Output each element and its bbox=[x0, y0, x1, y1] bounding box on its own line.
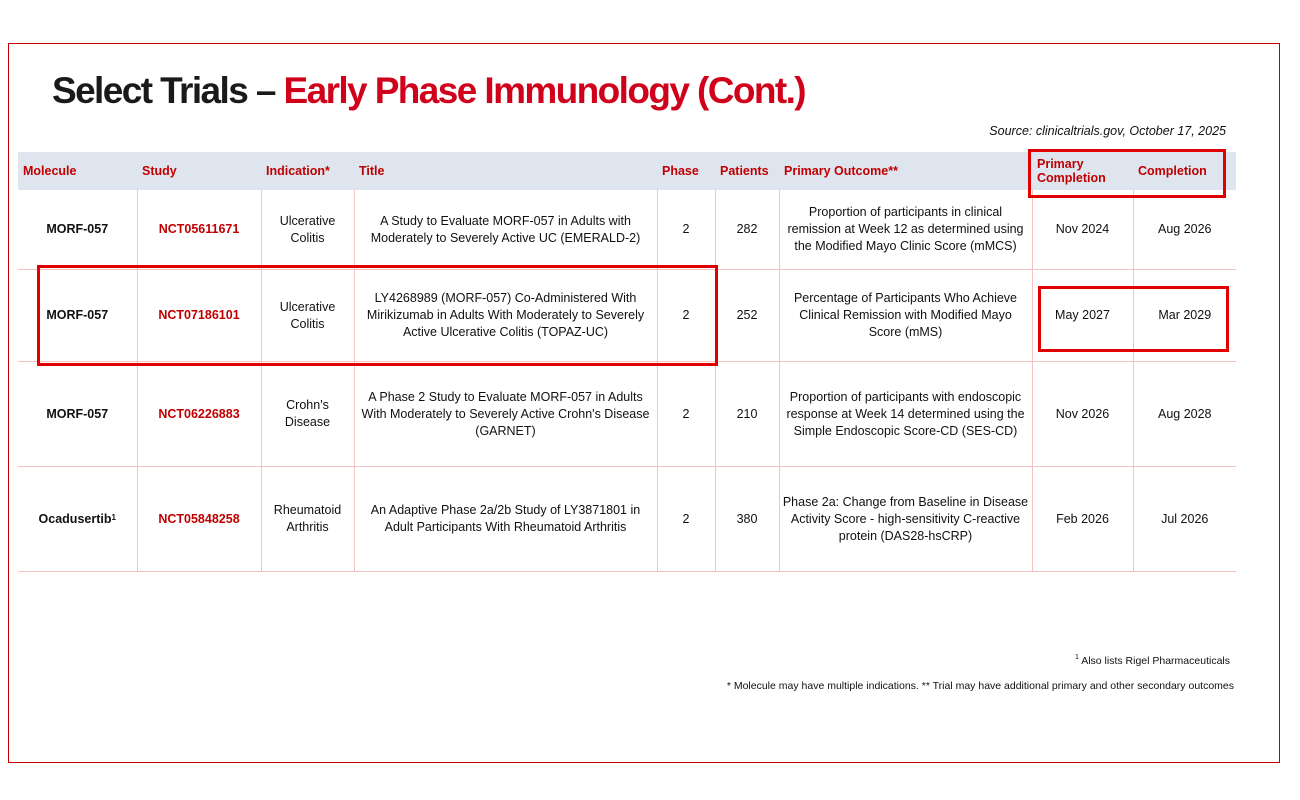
cell-molecule: MORF-057 bbox=[18, 362, 137, 467]
cell-outcome: Proportion of participants in clinical remission at Week 12 as determined using the Modified Mayo Clinic Score (mMCS) bbox=[779, 190, 1032, 270]
cell-outcome: Proportion of participants with endoscopic response at Week 14 determined using the Simple Endoscopic Score-CD (SES-CD) bbox=[779, 362, 1032, 467]
cell-indication: Crohn's Disease bbox=[261, 362, 354, 467]
page-title bbox=[52, 70, 805, 112]
cell-primary-completion: Nov 2026 bbox=[1032, 362, 1133, 467]
cell-primary-completion: Feb 2026 bbox=[1032, 467, 1133, 572]
footnote-1-marker: 1 bbox=[1074, 654, 1079, 661]
cell-patients: 252 bbox=[715, 270, 779, 362]
cell-study-link[interactable]: NCT05611671 bbox=[137, 190, 261, 270]
cell-study-link[interactable]: NCT06226883 bbox=[137, 362, 261, 467]
col-header-patients: Patients bbox=[715, 152, 779, 190]
cell-molecule: Ocadusertib$^1$ bbox=[18, 467, 137, 572]
col-header-title: Title bbox=[354, 152, 657, 190]
col-header-completion: Completion bbox=[1133, 152, 1236, 190]
cell-primary-completion: May 2027 bbox=[1032, 270, 1133, 362]
trials-table bbox=[18, 152, 1236, 572]
cell-phase: 2 bbox=[657, 362, 715, 467]
footnote-1-text: Also lists Rigel Pharmaceuticals bbox=[1081, 655, 1230, 667]
cell-indication: Ulcerative Colitis bbox=[261, 270, 354, 362]
cell-indication: Ulcerative Colitis bbox=[261, 190, 354, 270]
footnote-marker: 1 bbox=[111, 512, 116, 522]
table-row bbox=[18, 362, 1236, 467]
col-header-primary-completion-line2: Completion bbox=[1037, 171, 1106, 185]
footnote-indications: * Molecule may have multiple indications. ** Trial may have additional primary and other secondary outcomes bbox=[726, 680, 1234, 692]
table-header-row bbox=[18, 152, 1236, 190]
cell-primary-completion: Nov 2024 bbox=[1032, 190, 1133, 270]
cell-completion: Aug 2028 bbox=[1133, 362, 1236, 467]
col-header-study: Study bbox=[137, 152, 261, 190]
cell-study-link[interactable]: NCT07186101 bbox=[137, 270, 261, 362]
col-header-molecule: Molecule bbox=[18, 152, 137, 190]
cell-title: A Study to Evaluate MORF-057 in Adults with Moderately to Severely Active UC (EMERALD-2) bbox=[354, 190, 657, 270]
title-highlight: Early Phase Immunology (Cont.) bbox=[283, 70, 805, 111]
cell-molecule: MORF-057 bbox=[18, 270, 137, 362]
source-note: Source: clinicaltrials.gov, October 17, 2025 bbox=[989, 124, 1226, 138]
table-row bbox=[18, 270, 1236, 362]
cell-title: A Phase 2 Study to Evaluate MORF-057 in Adults With Moderately to Severely Active Crohn's Disease (GARNET) bbox=[354, 362, 657, 467]
col-header-primary-completion-line1: Primary bbox=[1037, 157, 1084, 171]
cell-patients: 210 bbox=[715, 362, 779, 467]
cell-phase: 2 bbox=[657, 270, 715, 362]
cell-molecule: MORF-057 bbox=[18, 190, 137, 270]
title-prefix: Select Trials – bbox=[52, 70, 284, 111]
cell-outcome: Percentage of Participants Who Achieve Clinical Remission with Modified Mayo Score (mMS) bbox=[779, 270, 1032, 362]
cell-completion: Aug 2026 bbox=[1133, 190, 1236, 270]
col-header-phase: Phase bbox=[657, 152, 715, 190]
cell-phase: 2 bbox=[657, 190, 715, 270]
cell-completion: Mar 2029 bbox=[1133, 270, 1236, 362]
cell-title: LY4268989 (MORF-057) Co-Administered With Mirikizumab in Adults With Moderately to Severely Active Ulcerative Colitis (TOPAZ-UC) bbox=[354, 270, 657, 362]
cell-completion: Jul 2026 bbox=[1133, 467, 1236, 572]
col-header-primary-completion bbox=[1032, 152, 1133, 190]
cell-indication: Rheumatoid Arthritis bbox=[261, 467, 354, 572]
table-row bbox=[18, 467, 1236, 572]
cell-phase: 2 bbox=[657, 467, 715, 572]
footnote-rigel bbox=[1075, 655, 1230, 667]
cell-patients: 282 bbox=[715, 190, 779, 270]
col-header-indication: Indication* bbox=[261, 152, 354, 190]
cell-outcome: Phase 2a: Change from Baseline in Disease Activity Score - high-sensitivity C-reactive protein (DAS28-hsCRP) bbox=[779, 467, 1032, 572]
cell-title: An Adaptive Phase 2a/2b Study of LY3871801 in Adult Participants With Rheumatoid Arthritis bbox=[354, 467, 657, 572]
col-header-outcome: Primary Outcome** bbox=[779, 152, 1032, 190]
cell-patients: 380 bbox=[715, 467, 779, 572]
table-row bbox=[18, 190, 1236, 270]
cell-study-link[interactable]: NCT05848258 bbox=[137, 467, 261, 572]
